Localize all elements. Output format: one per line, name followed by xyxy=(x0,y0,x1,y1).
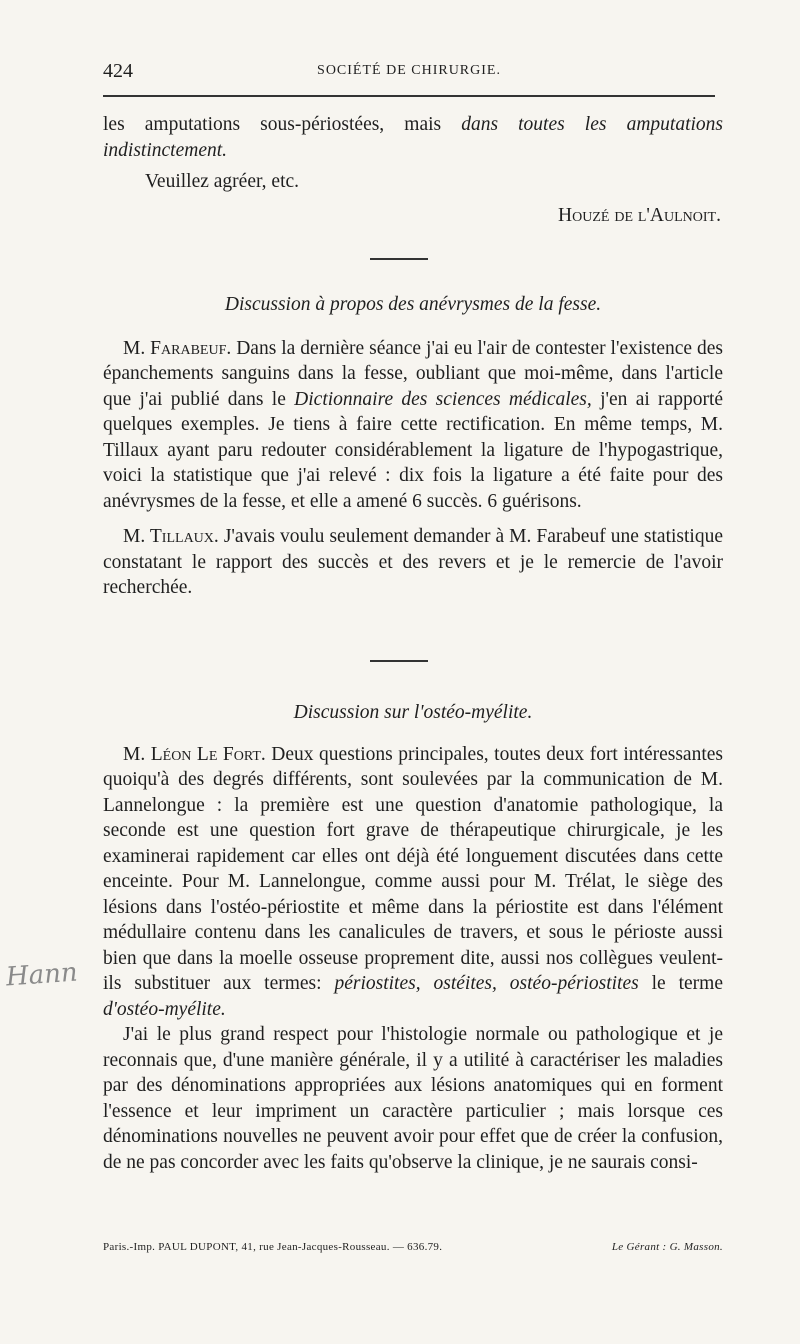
page-footer xyxy=(103,1241,723,1253)
paragraph-text: le terme xyxy=(638,973,723,994)
header-rule xyxy=(103,95,715,97)
handwritten-margin-note: Hann xyxy=(5,957,79,993)
section-heading: Discussion sur l'ostéo-myélite. xyxy=(293,702,533,723)
paragraph-text: Deux questions principales, toutes deux fort intéressantes quoiqu'à des degrés différents, sont soulevées par la communication de M. Lannelongue : la première est une question d'anatomie pathologique, la seconde est une question fort grave de thérapeutique chirurgicale, je les examinerai rapidement car elles ont déjà été longuement discutées dans cette enceinte. Pour M. Lannelongue, comme aussi pour M. Trélat, le siège des lésions dans l'ostéo-périostite et même dans la périostite est dans l'élément médullaire contenu dans les canalicules de travers, et sous le périoste aussi bien que dans la moelle osseuse proprement dite, aussi nos collègues veulent-ils substituer aux termes: xyxy=(103,743,723,994)
separator-rule xyxy=(370,660,428,662)
section-osteomyelitis xyxy=(103,700,723,1175)
page-number: 424 xyxy=(103,60,133,82)
letter-line: les amputations sous-périostées, mais xyxy=(103,114,462,135)
paragraph xyxy=(103,742,723,1023)
paragraph-text: j'en ai rapporté quelques exemples. Je tiens à faire cette rectification. En même temps, M. Tillaux ayant paru redouter considérablement la ligature de l'hypogastrique, voici la statistique que j'ai relevé : dix fois la ligature a été faite pour des anévrysmes de la fesse, et elle a amené 6 succès. 6 guérisons. xyxy=(103,388,724,512)
letter-ending xyxy=(103,112,723,228)
section-aneurysms xyxy=(103,292,723,601)
running-title: SOCIÉTÉ DE CHIRURGIE. xyxy=(317,63,501,78)
letter-line-italic: dans toutes les amputations indistinctement. xyxy=(103,114,723,161)
paragraph-italic: d'ostéo-myélite. xyxy=(103,998,226,1020)
speaker-name: M. Léon Le Fort. xyxy=(123,743,266,765)
paragraph xyxy=(103,524,723,601)
speaker-name: M. Tillaux. xyxy=(123,526,219,547)
signature: Houzé de l'Aulnoit. xyxy=(558,204,721,226)
separator-rule xyxy=(370,258,428,260)
paragraph-text: Dans la dernière séance j'ai eu l'air de contester l'existence des épanchements sanguins dans la fesse, oubliant que moi-même, dans l'article que j'ai publié dans le xyxy=(103,337,723,410)
speaker-name: M. Farabeuf. xyxy=(123,337,232,359)
printer-imprint: Paris.-Imp. PAUL DUPONT, 41, rue Jean-Jacques-Rousseau. — 636.79. xyxy=(103,1241,443,1253)
section-heading: Discussion à propos des anévrysmes de la fesse. xyxy=(224,294,602,315)
paragraph xyxy=(103,336,723,515)
manager-imprint: Le Gérant : G. Masson. xyxy=(611,1241,723,1253)
paragraph-italic: périostites, ostéites, ostéo-périostites xyxy=(334,973,639,994)
paragraph: J'ai le plus grand respect pour l'histologie normale ou pathologique et je reconnais que, d'une manière générale, il y a utilité à caractériser les maladies par des dénominations appropriées aux lésions anatomiques qui en forment l'essence et leur impriment un caractère particulier ; mais lorsque ces dénominations nouvelles ne peuvent avoir pour effet que de créer la confusion, de ne pas concorder avec les faits qu'observe la clinique, je ne saurais consi- xyxy=(103,1024,723,1173)
running-header xyxy=(103,60,715,88)
paragraph-italic: Dictionnaire des sciences médicales, xyxy=(294,388,592,410)
closing-formula: Veuillez agréer, etc. xyxy=(145,171,300,192)
paragraph-text: J'avais voulu seulement demander à M. Farabeuf une statistique constatant le rapport des succès et des revers et je le remercie de l'avoir recherchée. xyxy=(103,526,723,598)
